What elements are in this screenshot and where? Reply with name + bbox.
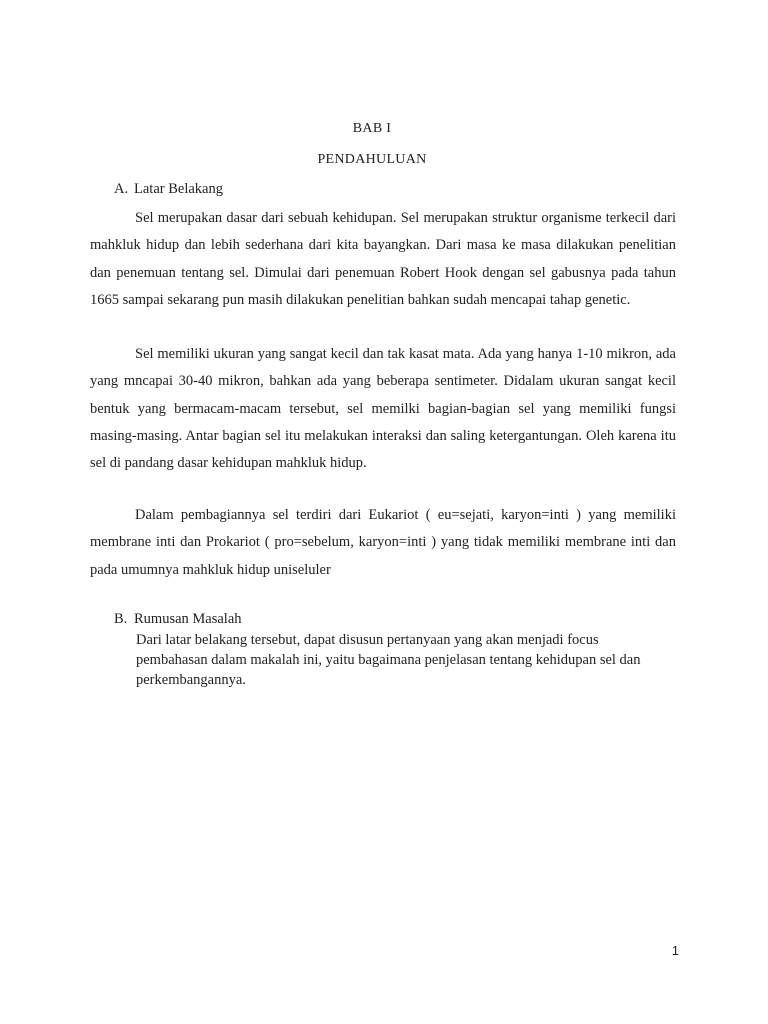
paragraph-1: Sel merupakan dasar dari sebuah kehidupan. Sel merupakan struktur organisme terkecil dari mahkluk hidup dan lebih sederhana dari kita bayangkan. Dari masa ke masa dilakukan penelitian dan penemuan tentang sel. Dimulai dari penemuan Robert Hook dengan sel gabusnya pada tahun 1665 sampai sekarang pun masih dilakukan penelitian bahkan sudah mencapai tahap genetic. (90, 210, 676, 308)
chapter-number: BAB I (352, 121, 392, 136)
chapter-title: PENDAHULUAN (317, 152, 427, 167)
paragraph-3: Dalam pembagiannya sel terdiri dari Eukariot ( eu=sejati, karyon=inti ) yang memiliki membrane inti dan Prokariot ( pro=sebelum, karyon=inti ) yang tidak memiliki membrane inti dan pada umumnya mahkluk hidup uniseluler (90, 507, 676, 578)
section-b-line-2: pembahasan dalam makalah ini, yaitu bagaimana penjelasan tentang kehidupan sel dan (136, 652, 641, 668)
section-a-heading (114, 181, 223, 198)
section-b-line-1: Dari latar belakang tersebut, dapat disusun pertanyaan yang akan menjadi focus (136, 632, 599, 648)
section-b-heading (114, 611, 242, 628)
section-b-body (136, 630, 676, 690)
section-a-marker: A. (114, 181, 129, 197)
section-b-title: Rumusan Masalah (134, 611, 242, 627)
paragraph-2: Sel memiliki ukuran yang sangat kecil dan tak kasat mata. Ada yang hanya 1-10 mikron, ada yang mncapai 30-40 mikron, bahkan ada yang beberapa sentimeter. Didalam ukuran sangat kecil bentuk yang bermacam-macam tersebut, sel memilki bagian-bagian sel yang memiliki fungsi masing-masing. Antar bagian sel itu melakukan interaksi dan saling ketergantungan. Oleh karena itu sel di pandang dasar kehidupan mahkluk hidup. (90, 346, 676, 472)
section-a-title: Latar Belakang (134, 181, 223, 197)
section-b-marker: B. (114, 611, 128, 627)
page-number: 1 (671, 943, 679, 958)
section-b-line-3: perkembangannya. (136, 672, 246, 688)
